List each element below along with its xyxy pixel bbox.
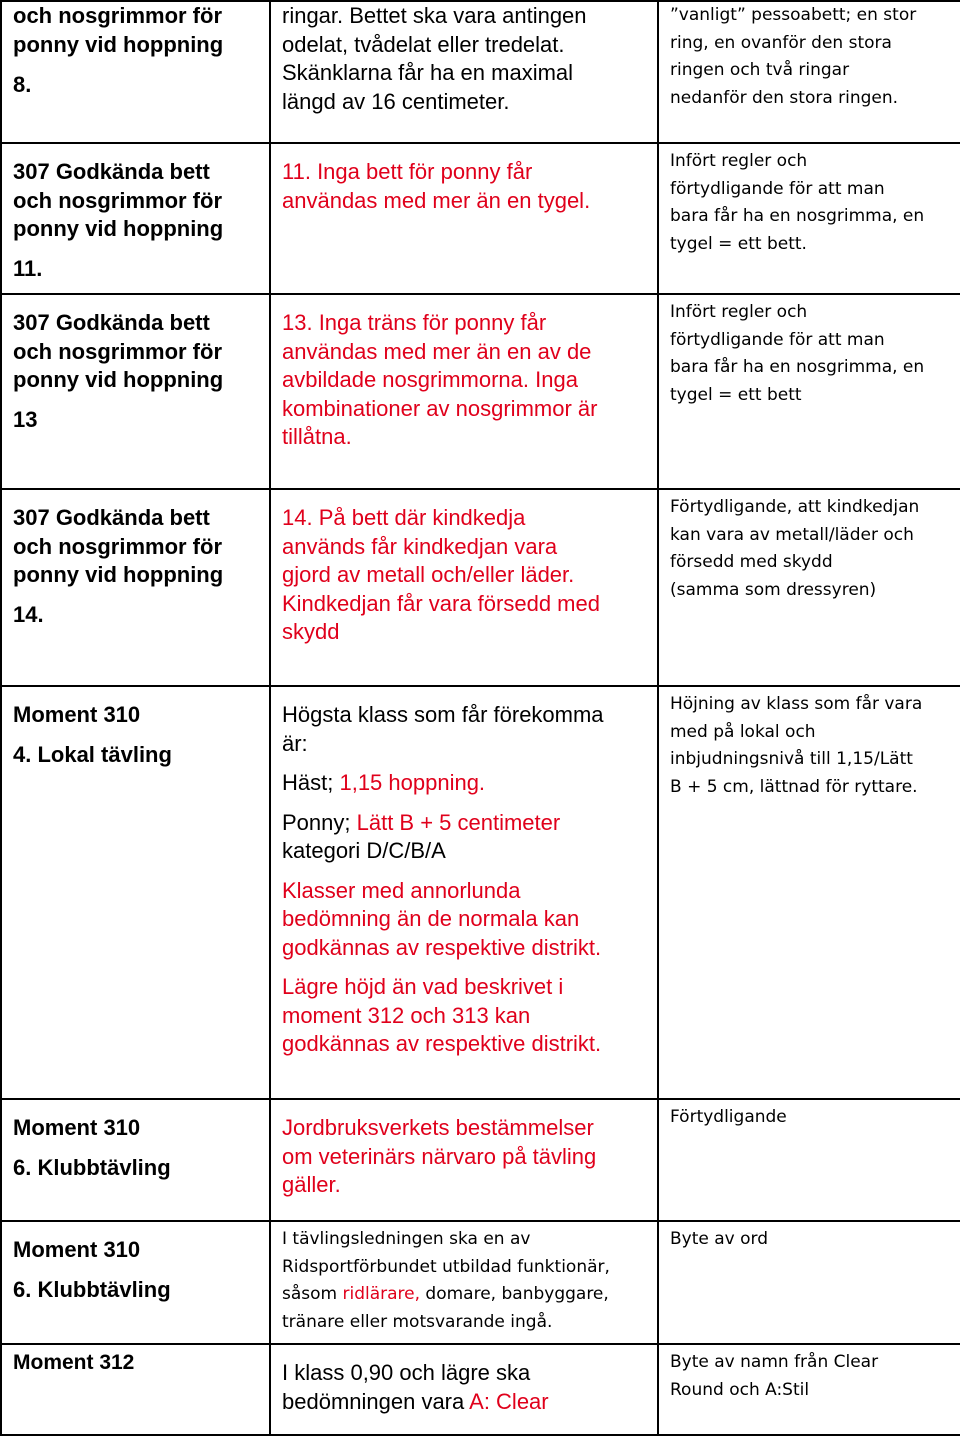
- rule-text-line: gäller.: [282, 1172, 341, 1197]
- rule-text-line: godkännas av respektive distrikt.: [282, 1031, 602, 1056]
- rule-text-line: skydd: [282, 619, 340, 644]
- horse-height: 1,15 hoppning.: [339, 770, 486, 795]
- rule-reference-line: 307 Godkända bett: [13, 310, 210, 335]
- rule-reference-line: ponny vid hoppning: [13, 31, 224, 57]
- moment-label: Moment 312: [13, 1351, 135, 1374]
- comment-line: Infört regler och: [670, 151, 808, 171]
- rule-reference-number: 13: [13, 406, 38, 432]
- comment-line: (samma som dressyren): [670, 579, 877, 600]
- rule-reference-line: 307 Godkända bett: [13, 505, 210, 530]
- rule-text-line: tränare eller motsvarande ingå.: [282, 1311, 553, 1332]
- comment-cell: [658, 294, 960, 489]
- rule-reference-line: 307 Godkända bett: [13, 159, 210, 184]
- rule-text-line: Jordbruksverkets bestämmelser: [282, 1115, 594, 1140]
- rule-text-span: bedömningen vara: [282, 1388, 470, 1414]
- moment-label: Moment 310: [13, 1115, 141, 1140]
- rule-text-cell: [270, 686, 658, 1099]
- rule-text-cell: [270, 1344, 658, 1435]
- rule-reference-number: 8.: [13, 72, 32, 97]
- rule-text-line: längd av 16 centimeter.: [282, 88, 510, 114]
- rule-text-line: [282, 809, 649, 838]
- rule-text-line: odelat, tvådelat eller tredelat.: [282, 31, 565, 57]
- rule-text-cell: [270, 1099, 658, 1221]
- rule-text-line: kombinationer av nosgrimmor är: [282, 395, 598, 421]
- rule-text-line: 11. Inga bett för ponny får: [282, 159, 533, 184]
- riding-instructor-term: ridlärare,: [342, 1284, 421, 1304]
- comment-line: tygel = ett bett: [670, 384, 802, 405]
- comment-line: ”vanligt” pessoabett; en stor: [670, 5, 917, 25]
- rule-text-line: användas med mer än en av de: [282, 338, 592, 364]
- comment-line: med på lokal och: [670, 721, 816, 742]
- comment-cell: [658, 489, 960, 686]
- rule-text-line: användas med mer än en tygel.: [282, 187, 591, 213]
- comment-line: Höjning av klass som får vara: [670, 694, 923, 714]
- rule-text-line: 14. På bett där kindkedja: [282, 505, 526, 530]
- rule-reference-cell: [1, 143, 270, 294]
- rule-text-line: är:: [282, 730, 308, 756]
- rule-text-line: Klasser med annorlunda: [282, 877, 521, 903]
- rule-reference-line: ponny vid hoppning: [13, 216, 224, 241]
- rule-reference-number: 11.: [13, 255, 43, 281]
- rule-reference-cell: [1, 1344, 270, 1435]
- rule-text-cell: [270, 143, 658, 294]
- rule-text-line: Ridsportförbundet utbildad funktionär,: [282, 1256, 610, 1277]
- rule-text-line: [282, 1388, 649, 1417]
- comment-line: B + 5 cm, lättnad för ryttare.: [670, 776, 918, 797]
- comment-line: förtydligande för att man: [670, 178, 885, 199]
- comment-cell: [658, 1221, 960, 1344]
- comment-line: Round och A:Stil: [670, 1379, 810, 1400]
- rule-text-cell: [270, 294, 658, 489]
- rule-text-line: godkännas av respektive distrikt.: [282, 934, 602, 960]
- competition-type: 6. Klubbtävling: [13, 1154, 171, 1180]
- rule-text-line: Högsta klass som får förekomma: [282, 702, 604, 727]
- comment-line: Förtydligande, att kindkedjan: [670, 497, 920, 517]
- comment-line: nedanför den stora ringen.: [670, 87, 899, 108]
- rule-reference-line: och nosgrimmor för: [13, 187, 223, 213]
- table-row: [1, 686, 960, 1099]
- comment-line: Förtydligande: [670, 1107, 787, 1127]
- rule-reference-line: ponny vid hoppning: [13, 562, 224, 587]
- comment-cell: [658, 686, 960, 1099]
- comment-cell: [658, 143, 960, 294]
- comment-line: försedd med skydd: [670, 552, 833, 572]
- rule-text-line: Skänklarna får ha en maximal: [282, 60, 574, 85]
- rule-reference-cell: [1, 1221, 270, 1344]
- rule-text-line: ringar. Bettet ska vara antingen: [282, 3, 587, 28]
- rule-text-line: gjord av metall och/eller läder.: [282, 562, 575, 587]
- rule-reference-line: och nosgrimmor för: [13, 533, 223, 559]
- rule-text-cell: [270, 489, 658, 686]
- rule-text-cell: [270, 1221, 658, 1344]
- rule-reference-cell: [1, 294, 270, 489]
- rule-text-line: kategori D/C/B/A: [282, 838, 446, 863]
- rule-text-span: domare, banbyggare,: [420, 1284, 609, 1304]
- rule-reference-cell: [1, 1, 270, 143]
- comment-line: Byte av namn från Clear: [670, 1352, 879, 1372]
- rule-reference-line: och nosgrimmor för: [13, 338, 223, 364]
- table-row: [1, 1, 960, 143]
- rule-text-cell: [270, 1, 658, 143]
- rule-text-line: I klass 0,90 och lägre ska: [282, 1360, 531, 1385]
- moment-label: Moment 310: [13, 702, 141, 727]
- rule-reference-cell: [1, 686, 270, 1099]
- comment-line: ringen och två ringar: [670, 60, 850, 80]
- comment-line: tygel = ett bett.: [670, 233, 807, 254]
- comment-cell: [658, 1099, 960, 1221]
- pony-height: Lätt B + 5 centimeter: [356, 809, 561, 835]
- table-row: [1, 1099, 960, 1221]
- comment-line: ring, en ovanför den stora: [670, 32, 892, 53]
- rule-text-line: om veterinärs närvaro på tävling: [282, 1143, 597, 1169]
- pony-label: Ponny;: [282, 809, 357, 835]
- rule-text-line: tillåtna.: [282, 424, 352, 449]
- competition-type: 6. Klubbtävling: [13, 1276, 171, 1302]
- comment-line: förtydligande för att man: [670, 329, 885, 350]
- comment-line: kan vara av metall/läder och: [670, 524, 914, 545]
- rule-text-line: [282, 769, 649, 798]
- comment-line: Infört regler och: [670, 302, 808, 322]
- comment-line: inbjudningsnivå till 1,15/Lätt: [670, 749, 913, 769]
- comment-line: Byte av ord: [670, 1229, 769, 1249]
- rule-text-line: [282, 1281, 649, 1309]
- rule-text-line: 13. Inga träns för ponny får: [282, 310, 547, 335]
- rule-reference-line: och nosgrimmor för: [13, 3, 223, 28]
- rule-reference-cell: [1, 489, 270, 686]
- rule-text-line: I tävlingsledningen ska en av: [282, 1229, 531, 1249]
- comment-line: bara får ha en nosgrimma, en: [670, 357, 925, 377]
- table-row: [1, 1221, 960, 1344]
- rule-text-line: Kindkedjan får vara försedd med: [282, 590, 600, 616]
- rule-reference-cell: [1, 1099, 270, 1221]
- comment-cell: [658, 1, 960, 143]
- rule-text-line: bedömning än de normala kan: [282, 906, 580, 931]
- table-row: [1, 143, 960, 294]
- comment-line: bara får ha en nosgrimma, en: [670, 206, 925, 226]
- rule-text-line: används får kindkedjan vara: [282, 533, 558, 559]
- rule-text-line: avbildade nosgrimmorna. Inga: [282, 367, 578, 392]
- rule-text-line: moment 312 och 313 kan: [282, 1002, 531, 1028]
- rule-reference-number: 14.: [13, 601, 44, 627]
- horse-label: Häst;: [282, 770, 340, 795]
- table-row: [1, 489, 960, 686]
- rule-text-span: såsom: [282, 1284, 343, 1304]
- competition-type: 4. Lokal tävling: [13, 741, 172, 767]
- judging-method: A: Clear: [469, 1388, 549, 1414]
- table-row: [1, 294, 960, 489]
- comment-cell: [658, 1344, 960, 1435]
- rule-reference-line: ponny vid hoppning: [13, 367, 224, 392]
- rule-text-line: Lägre höjd än vad beskrivet i: [282, 974, 564, 999]
- table-row: [1, 1344, 960, 1435]
- moment-label: Moment 310: [13, 1237, 141, 1262]
